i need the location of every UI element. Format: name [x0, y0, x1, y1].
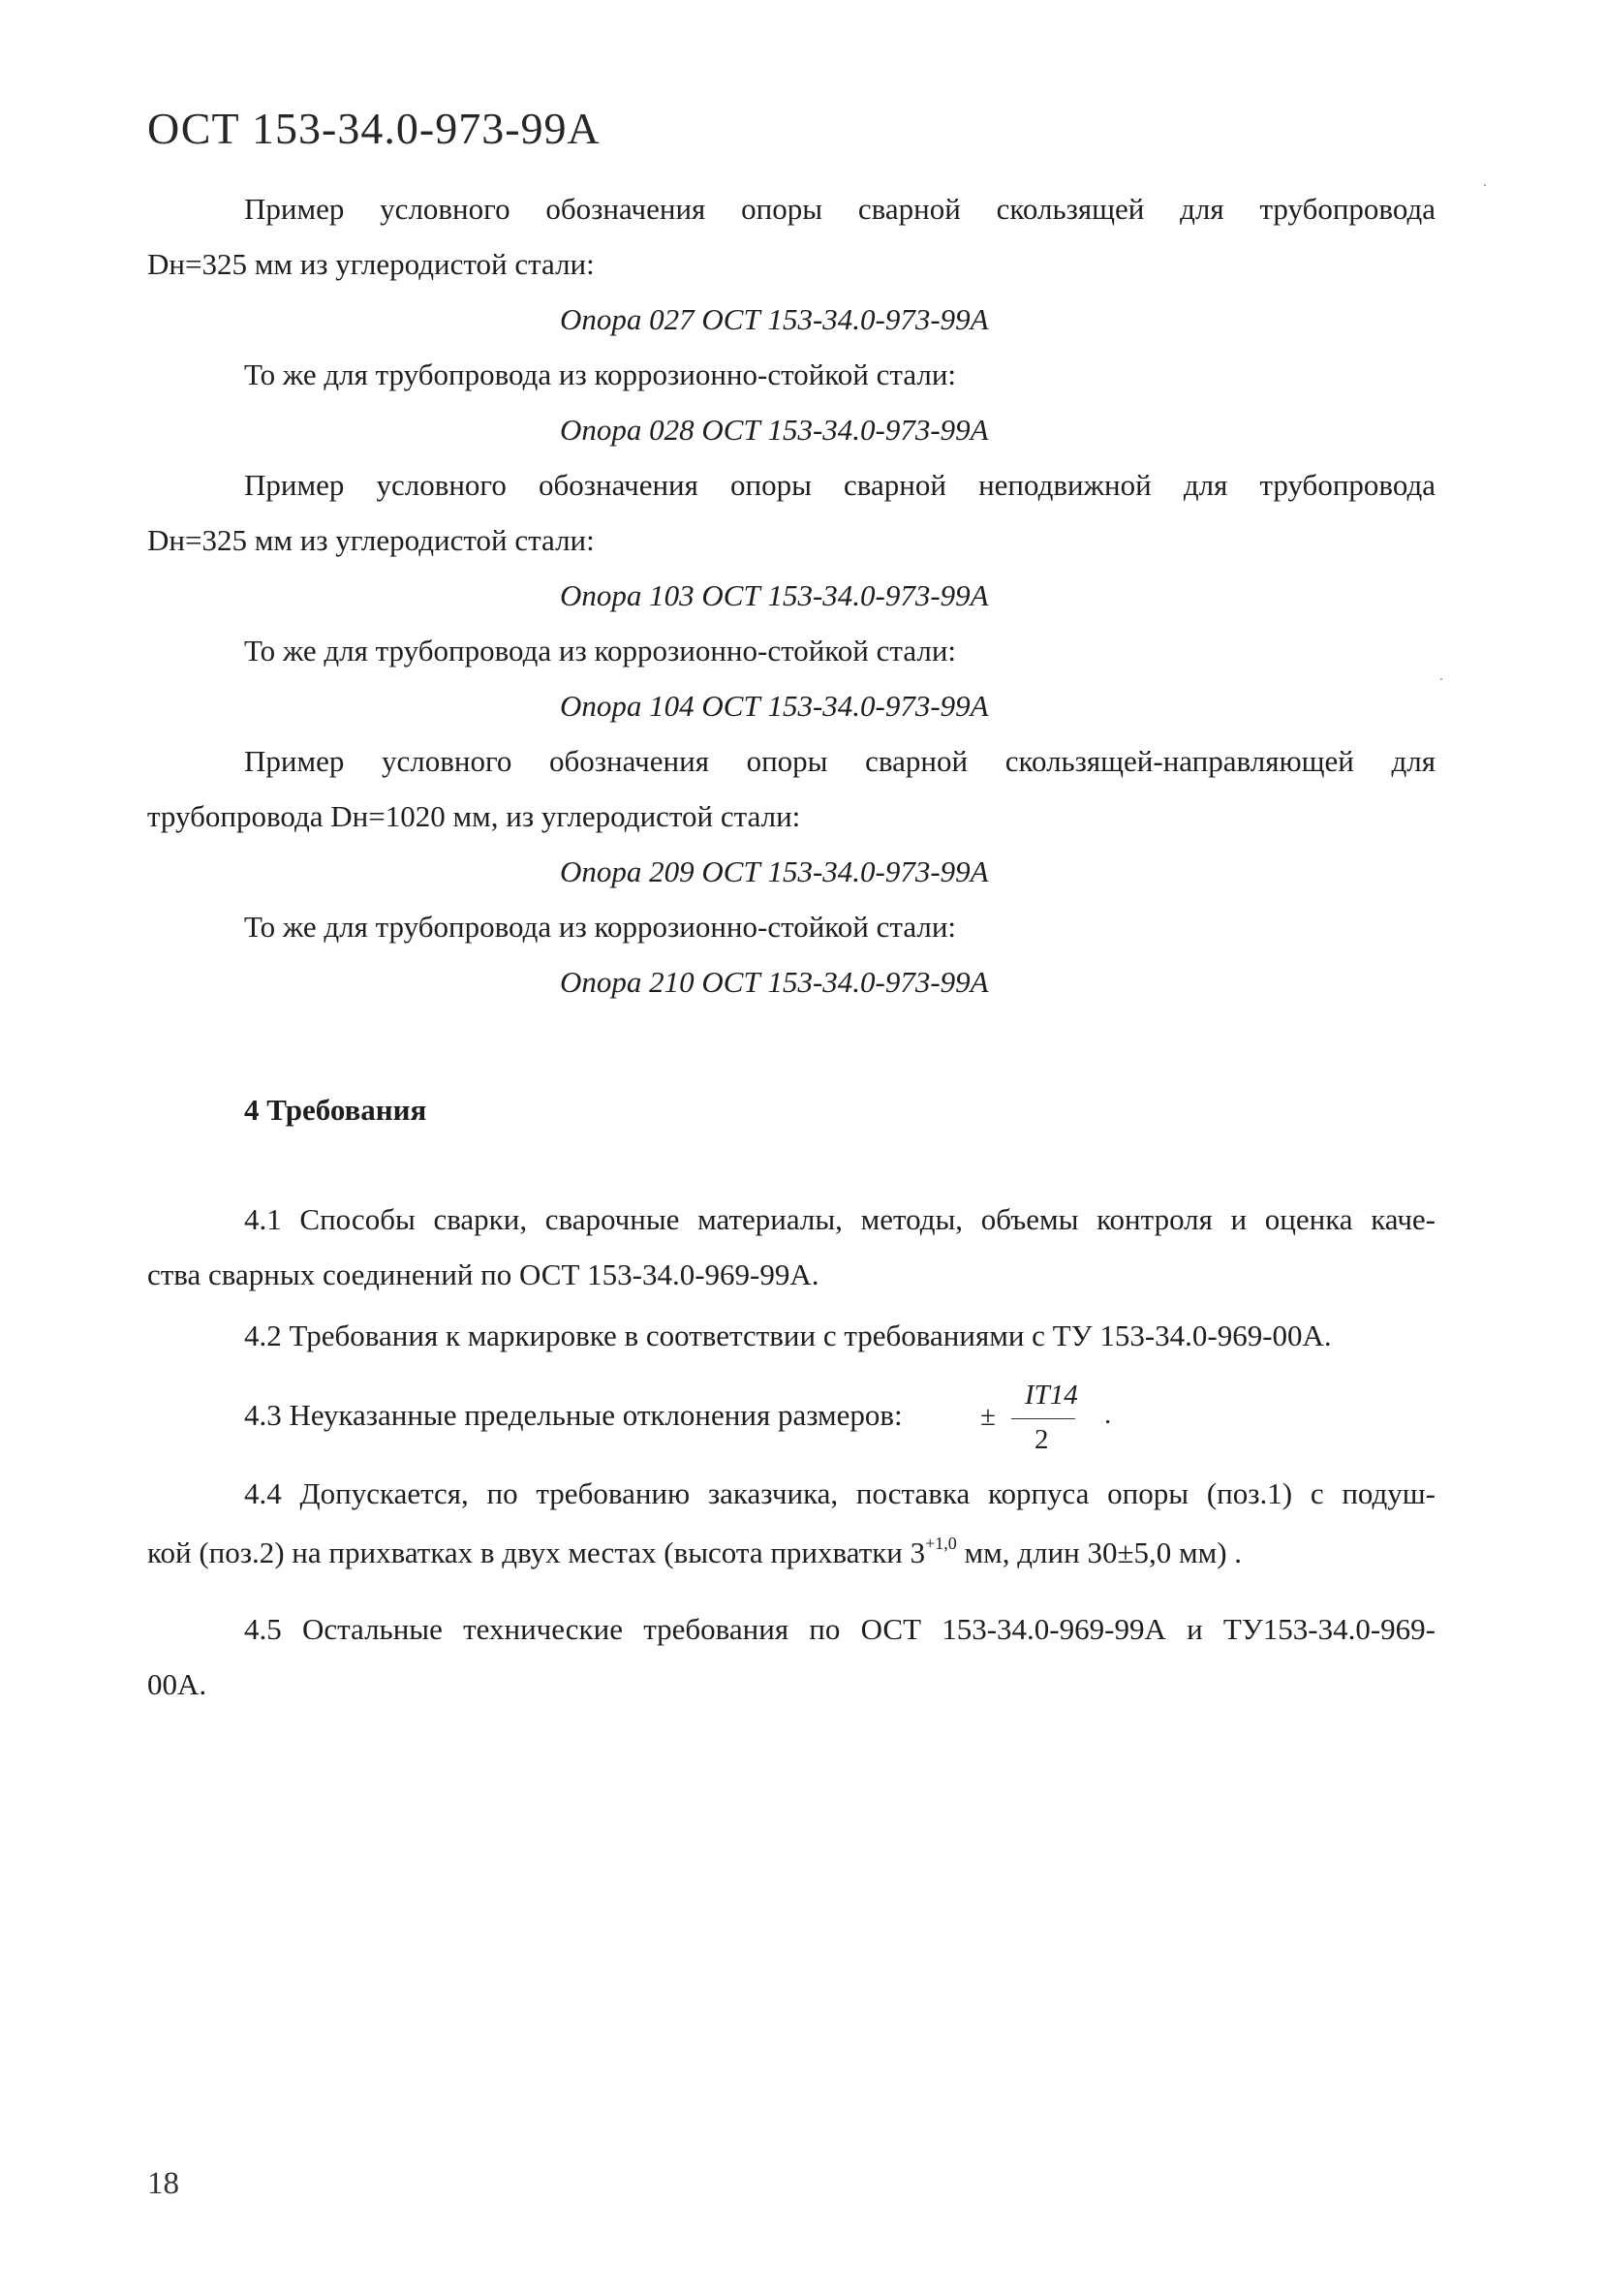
requirement-4-2: 4.2 Требования к маркировке в соответствии с требованиями с ТУ 153-34.0-969-00А. [244, 1319, 1332, 1352]
designation-028: Опора 028 ОСТ 153-34.0-973-99А [560, 413, 989, 447]
requirement-4-1-line-2: ства сварных соединений по ОСТ 153-34.0-969-99А. [147, 1257, 819, 1291]
same-for-stainless-1: То же для трубопровода из коррозионно-стойкой стали: [244, 357, 957, 391]
requirement-4-3-text: 4.3 Неуказанные предельные отклонения размеров: [244, 1398, 903, 1432]
plus-minus-sign: ± [980, 1401, 996, 1432]
tolerance-fraction [980, 1380, 1087, 1457]
designation-103: Опора 103 ОСТ 153-34.0-973-99А [560, 578, 989, 612]
requirement-4-4-line-1: 4.4 Допускается, по требованию заказчика, поставка корпуса опоры (поз.1) с подуш- [244, 1476, 1436, 1510]
requirement-4-4-line-2 [147, 1525, 1242, 1580]
example-1-line-2: Dн=325 мм из углеродистой стали: [147, 247, 595, 281]
requirement-4-5-line-2: 00А. [147, 1667, 207, 1701]
same-for-stainless-3: То же для трубопровода из коррозионно-стойкой стали: [244, 910, 957, 944]
requirement-4-3-end: . [1104, 1399, 1112, 1430]
page-number: 18 [147, 2166, 179, 2201]
designation-210: Опора 210 ОСТ 153-34.0-973-99А [560, 965, 989, 999]
fraction-numerator: IT14 [1025, 1380, 1078, 1411]
example-3-line-2: трубопровода Dн=1020 мм, из углеродистой стали: [147, 799, 801, 833]
designation-027: Опора 027 ОСТ 153-34.0-973-99А [560, 302, 989, 336]
requirement-4-4-line-2-end: мм, длин 30±5,0 мм) . [956, 1536, 1243, 1569]
document-code-header: ОСТ 153-34.0-973-99А [147, 104, 601, 153]
scan-speck [1484, 184, 1486, 186]
fraction-denominator: 2 [1035, 1424, 1049, 1455]
section-heading: 4 Требования [244, 1093, 427, 1127]
example-2-line-2: Dн=325 мм из углеродистой стали: [147, 523, 595, 557]
requirement-4-5-line-1: 4.5 Остальные технические требования по ОСТ 153-34.0-969-99А и ТУ153-34.0-969- [244, 1612, 1436, 1646]
scan-speck [1440, 678, 1442, 680]
weld-height-tolerance: +1,0 [925, 1534, 957, 1553]
designation-104: Опора 104 ОСТ 153-34.0-973-99А [560, 689, 989, 723]
requirement-4-4-line-2-start: кой (поз.2) на прихватках в двух местах (высота прихватки 3 [147, 1536, 926, 1569]
fraction-bar [1011, 1418, 1075, 1419]
designation-209: Опора 209 ОСТ 153-34.0-973-99А [560, 854, 989, 888]
example-2-line-1: Пример условного обозначения опоры сварной неподвижной для трубопровода [244, 468, 1436, 502]
requirement-4-1-line-1: 4.1 Способы сварки, сварочные материалы, методы, объемы контроля и оценка каче- [244, 1202, 1436, 1236]
example-3-line-1: Пример условного обозначения опоры сварной скользящей-направляющей для [244, 744, 1436, 778]
example-1-line-1: Пример условного обозначения опоры сварной скользящей для трубопровода [244, 192, 1436, 226]
same-for-stainless-2: То же для трубопровода из коррозионно-стойкой стали: [244, 634, 957, 667]
